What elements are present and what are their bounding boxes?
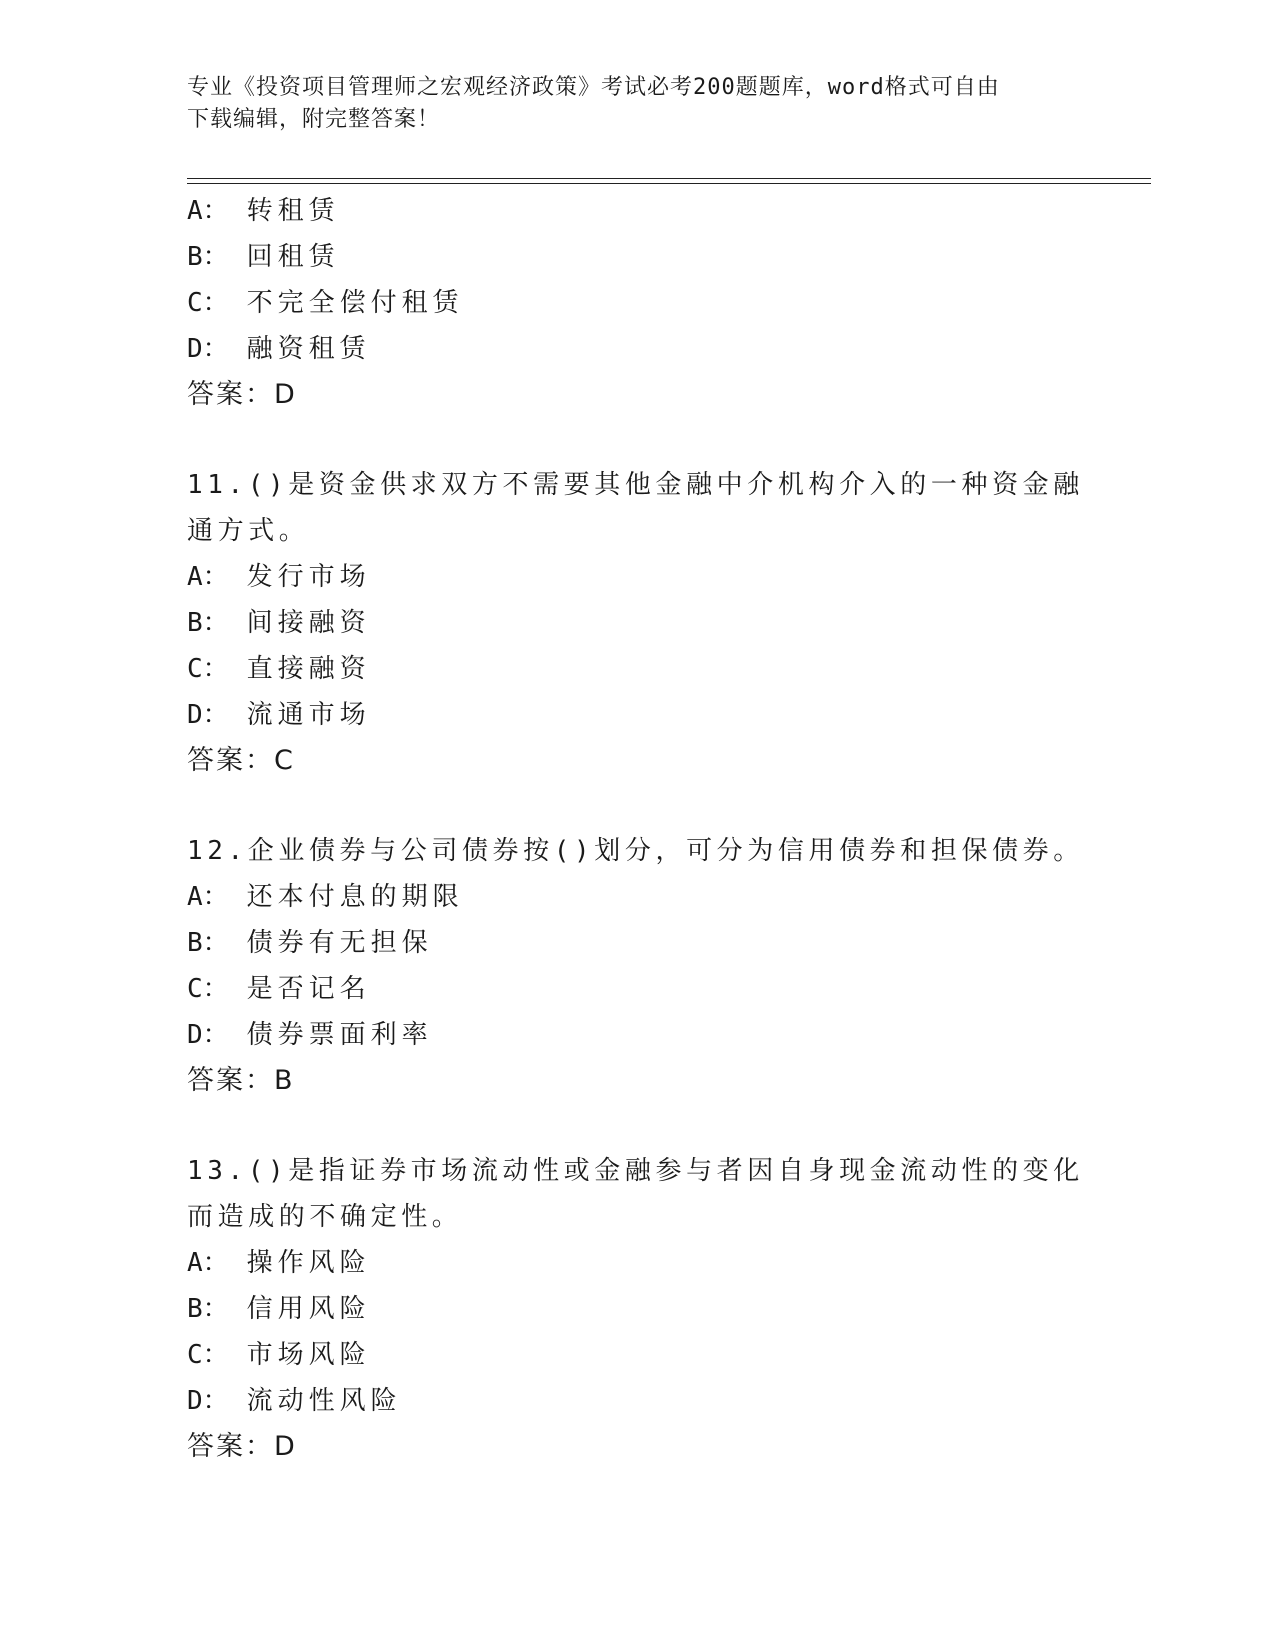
question-text: 13.()是指证券市场流动性或金融参与者因自身现金流动性的变化而造成的不确定性。 xyxy=(187,1156,1084,1232)
option-text: 债券票面利率 xyxy=(246,1020,433,1050)
option-a xyxy=(187,874,1087,920)
option-text: 回租赁 xyxy=(246,242,340,272)
option-text: 转租赁 xyxy=(246,196,340,226)
option-a xyxy=(187,1240,1087,1286)
answer-line: 答案：D xyxy=(187,379,297,410)
option-a xyxy=(187,554,1087,600)
option-text: 操作风险 xyxy=(246,1248,371,1278)
option-text: 是否记名 xyxy=(246,974,371,1004)
option-label: D： xyxy=(187,1020,229,1050)
option-text: 流通市场 xyxy=(246,700,371,730)
option-c xyxy=(187,1332,1087,1378)
header-line-1: 专业《投资项目管理师之宏观经济政策》考试必考200题题库，word格式可自由 xyxy=(187,75,1000,100)
option-label: C： xyxy=(187,974,229,1004)
option-b xyxy=(187,600,1087,646)
option-text: 流动性风险 xyxy=(246,1386,402,1416)
option-text: 信用风险 xyxy=(246,1294,371,1324)
header-rule-bottom xyxy=(187,183,1151,184)
option-text: 融资租赁 xyxy=(246,334,371,364)
option-text: 发行市场 xyxy=(246,562,371,592)
answer-line: 答案：D xyxy=(187,1431,297,1462)
option-label: D： xyxy=(187,334,229,364)
option-d xyxy=(187,692,1087,738)
option-a xyxy=(187,188,1087,234)
option-b xyxy=(187,920,1087,966)
option-label: C： xyxy=(187,288,229,318)
option-label: B： xyxy=(187,1294,229,1324)
option-c xyxy=(187,646,1087,692)
option-label: C： xyxy=(187,654,229,684)
option-label: A： xyxy=(187,196,229,226)
option-label: D： xyxy=(187,700,229,730)
question-block xyxy=(187,1148,1087,1470)
option-label: D： xyxy=(187,1386,229,1416)
option-text: 债券有无担保 xyxy=(246,928,433,958)
header-rule-top xyxy=(187,178,1151,179)
option-label: B： xyxy=(187,928,229,958)
option-d xyxy=(187,326,1087,372)
header-line-2: 下载编辑，附完整答案！ xyxy=(187,107,441,132)
option-label: A： xyxy=(187,1248,229,1278)
option-c xyxy=(187,966,1087,1012)
question-block xyxy=(187,188,1087,418)
option-label: B： xyxy=(187,608,229,638)
option-text: 还本付息的期限 xyxy=(246,882,464,912)
option-d xyxy=(187,1378,1087,1424)
option-label: A： xyxy=(187,562,229,592)
option-text: 间接融资 xyxy=(246,608,371,638)
option-d xyxy=(187,1012,1087,1058)
answer-line: 答案：C xyxy=(187,745,295,776)
question-block xyxy=(187,828,1087,1104)
option-b xyxy=(187,234,1087,280)
option-label: A： xyxy=(187,882,229,912)
option-label: B： xyxy=(187,242,229,272)
question-text: 11.()是资金供求双方不需要其他金融中介机构介入的一种资金融通方式。 xyxy=(187,470,1084,546)
question-text: 12.企业债券与公司债券按()划分，可分为信用债券和担保债券。 xyxy=(187,836,1084,866)
option-text: 不完全偿付租赁 xyxy=(246,288,464,318)
question-list xyxy=(187,188,1087,1470)
answer-line: 答案：B xyxy=(187,1065,295,1096)
question-block xyxy=(187,462,1087,784)
option-text: 市场风险 xyxy=(246,1340,371,1370)
option-c xyxy=(187,280,1087,326)
option-b xyxy=(187,1286,1087,1332)
document-header xyxy=(187,72,1087,136)
option-label: C： xyxy=(187,1340,229,1370)
option-text: 直接融资 xyxy=(246,654,371,684)
